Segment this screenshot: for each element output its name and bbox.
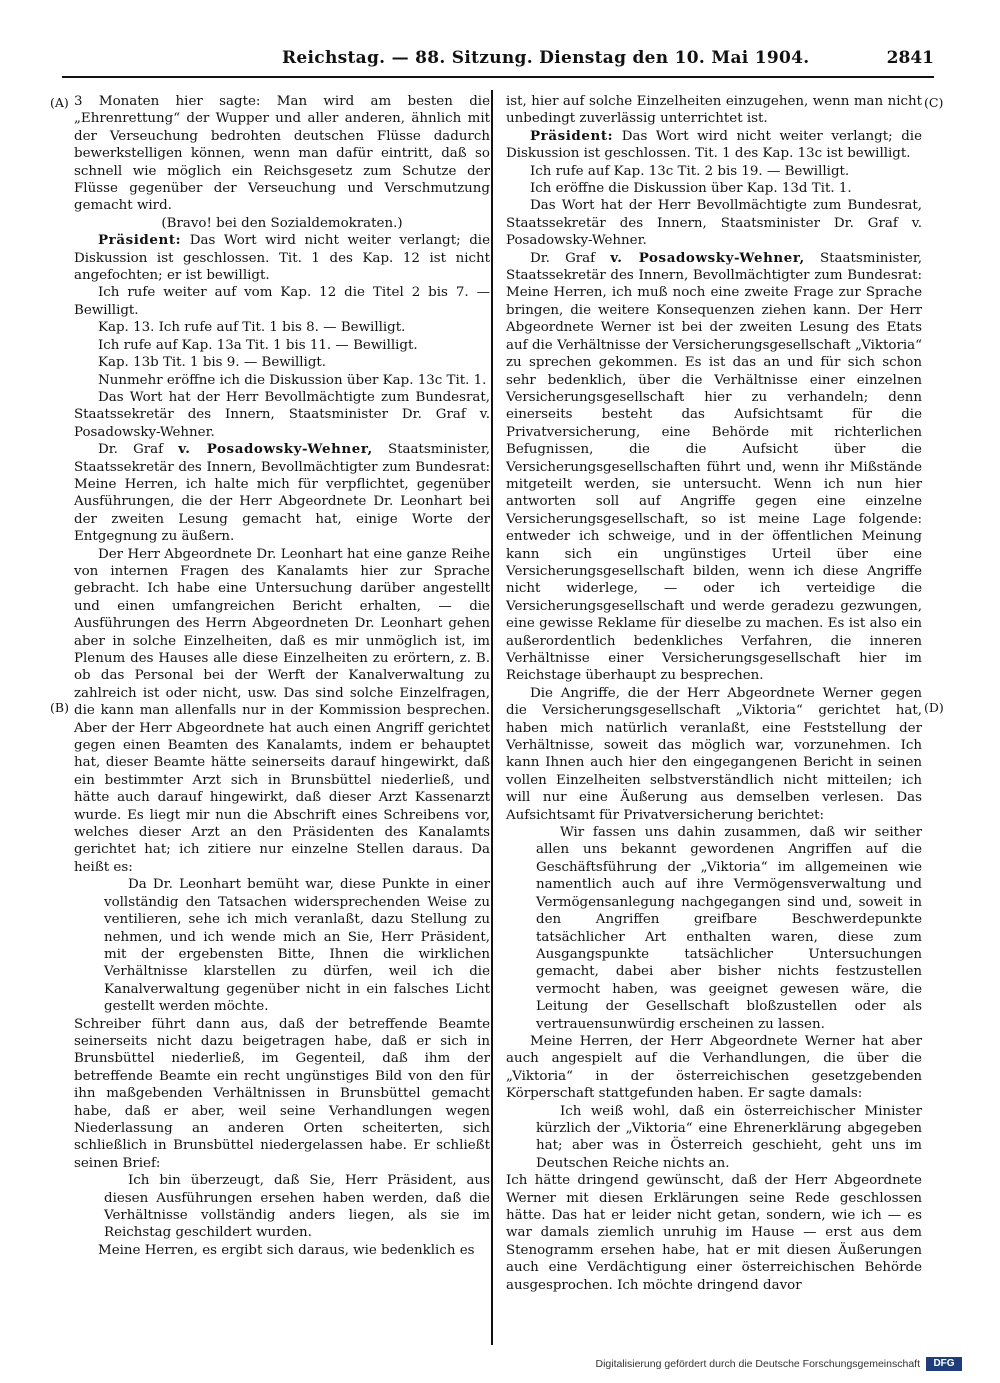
- speech-text: Das Wort wird nicht weiter verlangt; die Diskussion ist geschlossen. Tit. 1 des Kap. 12 ist nicht angefochten; er ist bewilligt.: [74, 233, 490, 284]
- speech-text: Staatsminister, Staatssekretär des Innern, Bevollmächtigter zum Bundesrat: Meine Herren, ich halte mich für verpflichtet, gegenüber Ausführungen, die der Herr Abgeordnete Dr. Leonhart bei der zweiten Lesung gemacht hat, einige Worte der Entgegnung zu äußern.: [74, 442, 491, 545]
- paragraph: Ich rufe auf Kap. 13c Tit. 2 bis 19. — Bewilligt.: [530, 163, 850, 179]
- paragraph: 3 Monaten hier sagte: Man wird am besten die „Ehrenrettung“ der Wupper und aller anderen, ähnlich mit der Verseuchung bedrohten deutschen Flüsse dadurch bewerkstelligen können, wenn man dafür eintritt, daß so schnell wie möglich ein Reichsgesetz zum Schutze der Flüsse gegenüber der Verseuchung und Verschmutzung gemacht wird.: [74, 94, 490, 214]
- speaker-prefix: Dr. Graf: [530, 250, 611, 266]
- speaker-name: Präsident:: [98, 232, 182, 249]
- margin-mark-d: (D): [924, 700, 944, 715]
- quoted-passage: Ich weiß wohl, daß ein österreichischer Minister kürzlich der „Viktoria“ eine Ehrenerklärung abgegeben hat; aber was in Österreich geschieht, geht uns im Deutschen Reiche nichts an.: [536, 1103, 922, 1171]
- footer: [595, 1357, 962, 1371]
- paragraph: Schreiber führt dann aus, daß der betreffende Beamte seinerseits nicht dazu beigetragen habe, daß er sich in Brunsbüttel niederließ, im Gegenteil, daß ihm der betreffende Beamte ein recht ungünstiges Bild von den für ihn maßgebenden Verhältnissen in Brunsbüttel gemacht habe, daß er aber, weil seine Verhandlungen wegen Niederlassung an anderen Orten scheiterten, sich schließlich in Brunsbüttel niedergelassen habe. Er schließt seinen Brief:: [74, 1016, 490, 1171]
- speaker-paragraph: [506, 250, 922, 685]
- speaker-paragraph: [74, 232, 490, 284]
- speech-text: Das Wort wird nicht weiter verlangt; die Diskussion ist geschlossen. Tit. 1 des Kap. 13c ist bewilligt.: [506, 128, 922, 162]
- margin-mark-c: (C): [924, 95, 944, 110]
- paragraph: Meine Herren, es ergibt sich daraus, wie bedenklich es: [98, 1242, 475, 1258]
- quoted-passage: Ich bin überzeugt, daß Sie, Herr Präsident, aus diesen Ausführungen ersehen haben werden, daß die Verhältnisse vollständig anders liegen, als sie im Reichstag geschildert wurden.: [104, 1173, 490, 1241]
- quoted-passage: Da Dr. Leonhart bemüht war, diese Punkte in einer vollständig den Tatsachen widersprechenden Weise zu ventilieren, sehe ich mich veranlaßt, dazu Stellung zu nehmen, und ich wende mich an Sie, Herr Präsident, mit der ergebensten Bitte, Ihnen die wirklichen Verhältnisse klarstellen zu dürfen, weil ich die Kanalverwaltung gegenüber nicht in ein falsches Licht gestellt werden möchte.: [104, 877, 490, 1015]
- speaker-paragraph: [506, 128, 922, 163]
- paragraph: Ich rufe weiter auf vom Kap. 12 die Titel 2 bis 7. — Bewilligt.: [74, 285, 490, 318]
- dfg-logo: DFG: [926, 1357, 962, 1371]
- speaker-prefix: Dr. Graf: [98, 442, 179, 458]
- speaker-paragraph: [74, 441, 490, 545]
- speaker-name: Präsident:: [530, 127, 614, 144]
- right-column: [506, 93, 922, 1294]
- paragraph: Meine Herren, der Herr Abgeordnete Werner hat aber auch angespielt auf die Verhandlungen, die über die „Viktoria“ in der österreichischen gesetzgebenden Körperschaft stattgefunden haben. Er sagte damals:: [506, 1033, 922, 1102]
- margin-mark-a: (A): [50, 95, 69, 110]
- page-header: [62, 44, 934, 74]
- speech-text: Staatsminister, Staatssekretär des Innern, Bevollmächtigter zum Bundesrat: Meine Herren, ich muß noch eine zweite Frage zur Sprache bringen, die weitere Konsequenzen ziehen kann. Der Herr Abgeordnete Werner ist bei der zweiten Lesung des Etats auf die Verhältnisse der Versicherungsgesellschaft „Viktoria“ zu sprechen gekommen. Es ist das an und für sich schon sehr bedenklich, über die Verhältnisse einer einzelnen Versicherungsgesellschaft hier zu verhandeln; denn einerseits besteht das Aufsichtsamt für die Privatversicherung, eine Behörde mit richterlichen Befugnissen, die die Aufsicht über die Versicherungsgesellschaften führt und, wenn ihr Mißstände mitgeteilt werden, sie untersucht. Wenn ich nun hier antworten soll auf Angriffe gegen eine einzelne Versicherungsgesellschaft, so ist meine Lage folgende: entweder ich schweige, und in der öffentlichen Meinung kann sich ein ungünstiges Urteil über eine Versicherungsgesellschaft bilden, wenn ich diese Angriffe nicht widerlege, — oder ich verteidige die Versicherungsgesellschaft und werde geradezu gezwungen, eine gewisse Reklame für dieselbe zu machen. Es ist also ein außerordentlich bedenkliches Verfahren, die inneren Verhältnisse einer Versicherungsgesellschaft hier im Reichstage überhaupt zu besprechen.: [506, 250, 923, 684]
- speaker-name: v. Posadowsky-Wehner,: [178, 441, 373, 458]
- footer-credit: Digitalisierung gefördert durch die Deutsche Forschungsgemeinschaft: [595, 1358, 920, 1370]
- margin-mark-b: (B): [50, 700, 69, 715]
- paragraph: Die Angriffe, die der Herr Abgeordnete Werner gegen die Versicherungsgesellschaft „Viktoria“ gerichtet hat, haben mich natürlich veranlaßt, eine Feststellung der Verhältnisse, soweit das möglich war, vorzunehmen. Ich kann Ihnen auch hier den eingegangenen Bericht in seinen vollen Einzelheiten selbstverständlich nicht mitteilen; ich will nur eine Äußerung aus demselben verlesen. Das Aufsichtsamt für Privatversicherung berichtet:: [506, 685, 922, 823]
- paragraph: Nunmehr eröffne ich die Diskussion über Kap. 13c Tit. 1.: [98, 372, 487, 388]
- running-title: Reichstag. — 88. Sitzung. Dienstag den 10. Mai 1904.: [282, 48, 810, 68]
- paragraph: ist, hier auf solche Einzelheiten einzugehen, wenn man nicht unbedingt zuverlässig unterrichtet ist.: [506, 94, 922, 127]
- paragraph: Kap. 13b Tit. 1 bis 9. — Bewilligt.: [98, 355, 327, 371]
- left-column: [74, 93, 490, 1259]
- paragraph: Ich rufe auf Kap. 13a Tit. 1 bis 11. — Bewilligt.: [98, 337, 418, 353]
- paragraph: Der Herr Abgeordnete Dr. Leonhart hat eine ganze Reihe von internen Fragen des Kanalamts hier zur Sprache gebracht. Ich habe eine Untersuchung darüber angestellt und einen umfangreichen Bericht erhalten, — die Ausführungen des Herrn Abgeordneten Dr. Leonhart gehen aber in solche Einzelheiten, daß es mir unmöglich ist, im Plenum des Hauses alle diese Einzelheiten zu erörtern, z. B. ob das Personal bei der Werft der Kanalverwaltung zu zahlreich ist oder nicht, usw. Das sind solche Einzelfragen, die kann man allenfalls nur in der Kommission besprechen. Aber der Herr Abgeordnete hat auch einen Angriff gerichtet gegen einen Beamten des Kanalamts, indem er behauptet hat, dieser Beamte hätte seinerseits darauf hingewirkt, daß ein bestimmter Arzt sich in Brunsbüttel niederließ, und hätte auch darauf hingewirkt, daß dieser Arzt Kassenarzt wurde. Es liegt mir nun die Abschrift eines Schreibens vor, welches dieser Arzt an den Präsidenten des Kanalamts gerichtet hat; ich zitiere nur einzelne Stellen daraus. Da heißt es:: [74, 546, 490, 875]
- paragraph: Ich eröffne die Diskussion über Kap. 13d Tit. 1.: [530, 181, 852, 197]
- header-rule: [62, 76, 934, 78]
- page-number: 2841: [886, 48, 934, 68]
- paragraph: Ich hätte dringend gewünscht, daß der Herr Abgeordnete Werner mit diesen Erklärungen seine Rede geschlossen hätte. Das hat er leider nicht getan, sondern, wie ich — es war damals ziemlich unruhig im Hause — erst aus dem Stenogramm ersehen habe, hat er mit diesen Äußerungen auch eine Verdächtigung einer österreichischen Behörde ausgesprochen. Ich möchte dringend davor: [506, 1173, 922, 1293]
- quoted-passage: Wir fassen uns dahin zusammen, daß wir seither allen uns bekannt gewordenen Angriffen auf die Geschäftsführung der „Viktoria“ im allgemeinen wie namentlich auch auf ihre Vermögensverwaltung und Vermögensanlegung nachgegangen sind und, soweit in den Angriffen greifbare Beschwerdepunkte tatsächlicher Art enthalten waren, diese zum Ausgangspunkte tatsächlicher Untersuchungen gemacht, dabei aber bisher nichts festzustellen vermocht haben, was geeignet gewesen wäre, die Leitung der Gesellschaft bloßzustellen oder als vertrauensunwürdig erscheinen zu lassen.: [536, 825, 922, 1032]
- interjection: (Bravo! bei den Sozialdemokraten.): [161, 215, 403, 231]
- paragraph: Das Wort hat der Herr Bevollmächtigte zum Bundesrat, Staatssekretär des Innern, Staatsminister Dr. Graf v. Posadowsky-Wehner.: [506, 198, 922, 249]
- column-divider: [491, 90, 493, 1345]
- speaker-name: v. Posadowsky-Wehner,: [610, 249, 805, 266]
- paragraph: Kap. 13. Ich rufe auf Tit. 1 bis 8. — Bewilligt.: [98, 320, 406, 336]
- paragraph: Das Wort hat der Herr Bevollmächtigte zum Bundesrat, Staatssekretär des Innern, Staatsminister Dr. Graf v. Posadowsky-Wehner.: [74, 389, 490, 440]
